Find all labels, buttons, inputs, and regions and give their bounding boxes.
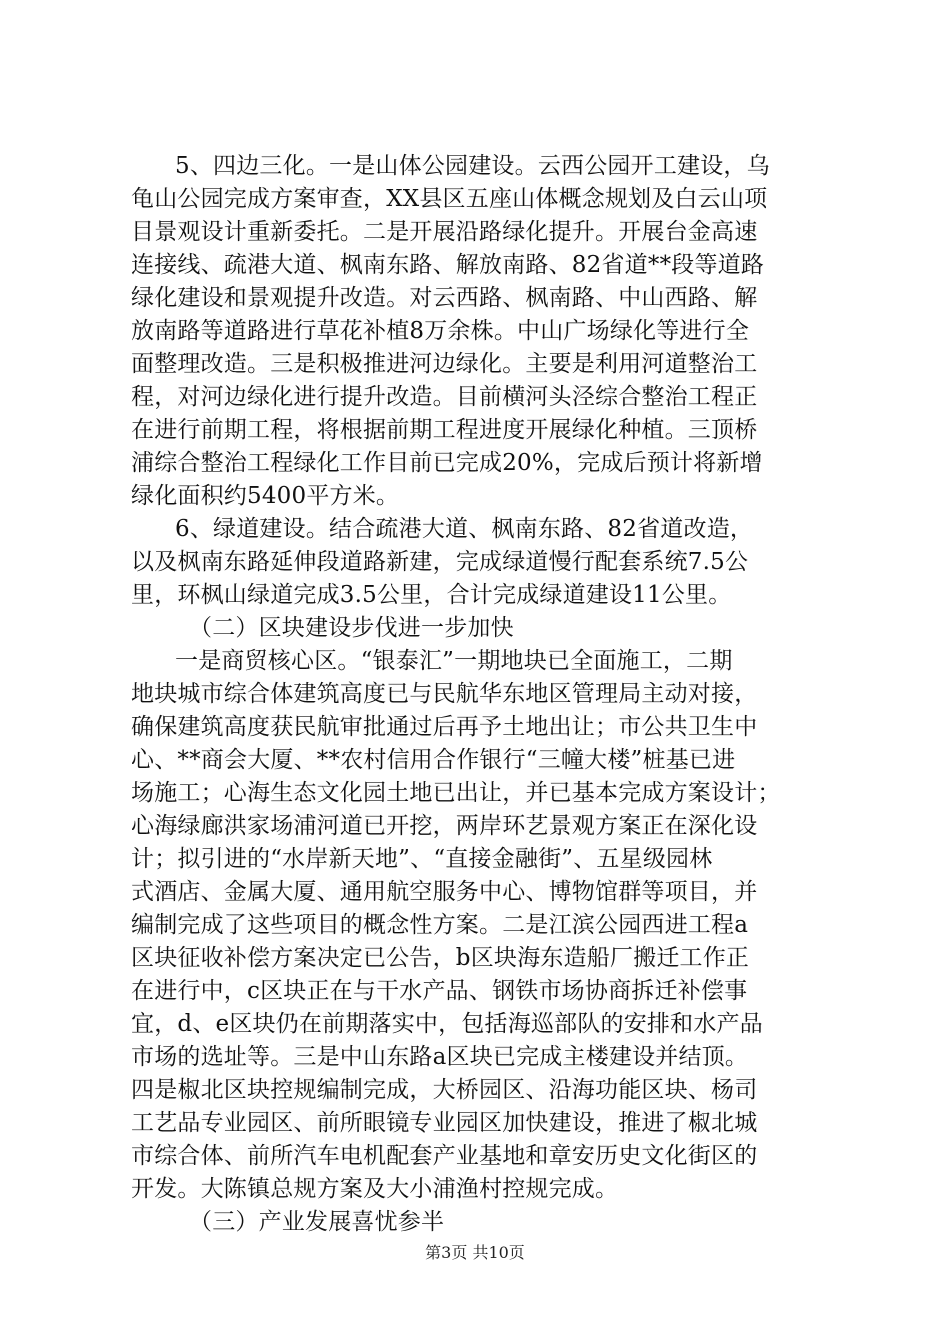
section-heading: （二）区块建设步伐进一步加快 — [189, 615, 514, 641]
text-line: 浦综合整治工程绿化工作目前已完成20%，完成后预计将新增 — [131, 450, 763, 476]
text-line: 5、四边三化。一是山体公园建设。云西公园开工建设，乌 — [175, 153, 770, 179]
text-line: 里，环枫山绿道完成3.5公里，合计完成绿道建设11公里。 — [131, 582, 732, 608]
text-line: 市综合体、前所汽车电机配套产业基地和章安历史文化街区的 — [131, 1143, 758, 1169]
text-line: 心、**商会大厦、**农村信用合作银行“三幢大楼”桩基已进 — [131, 747, 736, 773]
text-line: 心海绿廊洪家场浦河道已开挖，两岸环艺景观方案正在深化设 — [131, 813, 758, 839]
text-line: 宜，d、e区块仍在前期落实中，包括海巡部队的安排和水产品 — [131, 1011, 763, 1037]
text-line: 场施工；心海生态文化园土地已出让，并已基本完成方案设计； — [131, 780, 781, 806]
text-line: 放南路等道路进行草花补植8万余株。中山广场绿化等进行全 — [131, 318, 750, 344]
text-line: 在进行前期工程，将根据前期工程进度开展绿化种植。三顶桥 — [131, 417, 758, 443]
document-body — [131, 150, 831, 1239]
text-line: 式酒店、金属大厦、通用航空服务中心、博物馆群等项目，并 — [131, 879, 758, 905]
text-line: 面整理改造。三是积极推进河边绿化。主要是利用河道整治工 — [131, 351, 758, 377]
page-number-footer: 第3页 共10页 — [425, 1243, 525, 1262]
text-line: 以及枫南东路延伸段道路新建，完成绿道慢行配套系统7.5公 — [131, 549, 749, 575]
text-line: 确保建筑高度获民航审批通过后再予土地出让；市公共卫生中 — [131, 714, 758, 740]
text-line: 在进行中，c区块正在与干水产品、钢铁市场协商拆迁补偿事 — [131, 978, 748, 1004]
text-line: 市场的选址等。三是中山东路a区块已完成主楼建设并结顶。 — [131, 1044, 749, 1070]
text-line: 目景观设计重新委托。二是开展沿路绿化提升。开展台金高速 — [131, 219, 758, 245]
text-line: 计；拟引进的“水岸新天地”、“直接金融街”、五星级园林 — [131, 846, 713, 872]
text-line: 绿化建设和景观提升改造。对云西路、枫南路、中山西路、解 — [131, 285, 758, 311]
text-line: 四是椒北区块控规编制完成，大桥园区、沿海功能区块、杨司 — [131, 1077, 758, 1103]
text-line: 连接线、疏港大道、枫南东路、解放南路、82省道**段等道路 — [131, 252, 765, 278]
text-line: 区块征收补偿方案决定已公告，b区块海东造船厂搬迁工作正 — [131, 945, 750, 971]
text-line: 一是商贸核心区。“银泰汇”一期地块已全面施工，二期 — [175, 648, 733, 674]
text-line: 绿化面积约5400平方米。 — [131, 483, 400, 509]
text-line: 开发。大陈镇总规方案及大小浦渔村控规完成。 — [131, 1176, 619, 1202]
text-line: 龟山公园完成方案审查，XX县区五座山体概念规划及白云山项 — [131, 186, 768, 212]
text-line: 地块城市综合体建筑高度已与民航华东地区管理局主动对接， — [131, 681, 758, 707]
text-line: 工艺品专业园区、前所眼镜专业园区加快建设，推进了椒北城 — [131, 1110, 758, 1136]
text-line: 6、绿道建设。结合疏港大道、枫南东路、82省道改造， — [175, 516, 754, 542]
text-line: 编制完成了这些项目的概念性方案。二是江滨公园西进工程a — [131, 912, 749, 938]
text-line: 程，对河边绿化进行提升改造。目前横河头泾综合整治工程正 — [131, 384, 758, 410]
section-heading: （三）产业发展喜忧参半 — [189, 1209, 445, 1235]
